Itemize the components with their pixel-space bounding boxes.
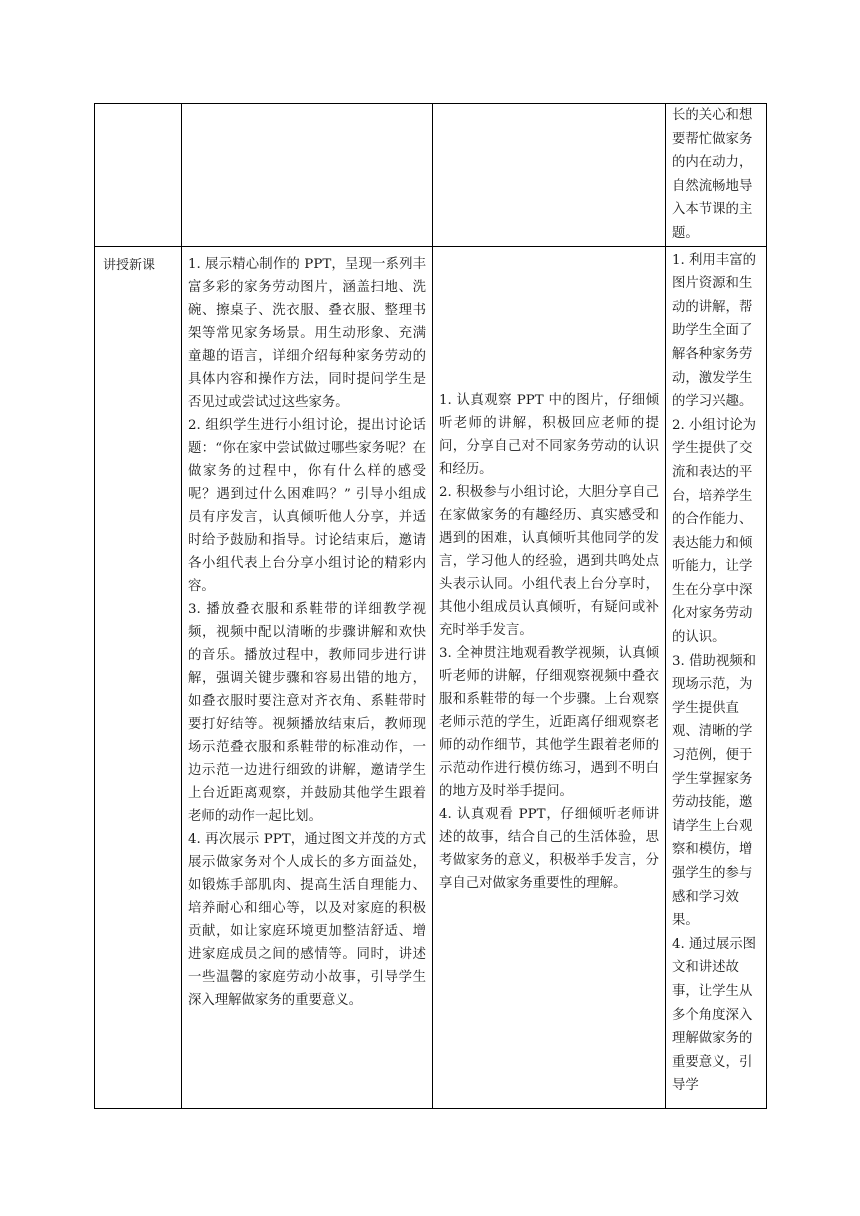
- stage-cell: [95, 104, 182, 247]
- intent-point-4: 4. 通过展示图文和讲述故事，让学生从多个角度深入理解做家务的重要意义，引导学: [672, 936, 756, 1094]
- teacher-step-4: 4. 再次展示 PPT，通过图文并茂的方式展示做家务对个人成长的多方面益处，如锻炼手部肌肉、提高生活自理能力、培养耐心和细心等，以及对家庭的积极贡献，如让家庭环境更加整洁舒适、增进家庭成员之间的感情等。同时，讲述一些温馨的家庭劳动小故事，引导学生深入理解做家务的重要意义。: [188, 831, 426, 1008]
- teacher-step-1: 1. 展示精心制作的 PPT，呈现一系列丰富多彩的家务劳动图片，涵盖扫地、洗碗、擦桌子、洗衣服、叠衣服、整理书架等常见家务场景。用生动形象、充满童趣的语言，详细介绍每种家务劳动的具体内容和操作方法，同时提问学生是否见过或尝试过这些家务。: [188, 256, 426, 410]
- teacher-step-2: 2. 组织学生进行小组讨论，提出讨论话题：“你在家中尝试做过哪些家务呢？在做家务的过程中，你有什么样的感受呢？遇到过什么困难吗？” 引导小组成员有序发言，认真倾听他人分享，并适时给予鼓励和指导。讨论结束后，邀请各小组代表上台分享小组讨论的精彩内容。: [188, 417, 426, 594]
- intent-point-1: 1. 利用丰富的图片资源和生动的讲解，帮助学生全面了解各种家务劳动，激发学生的学习兴趣。: [672, 252, 756, 410]
- teacher-step-3: 3. 播放叠衣服和系鞋带的详细教学视频，视频中配以清晰的步骤讲解和欢快的音乐。播放过程中，教师同步进行讲解，强调关键步骤和容易出错的地方，如叠衣服时要注意对齐衣角、系鞋带时要打好结等。视频播放结束后，教师现场示范叠衣服和系鞋带的标准动作，一边示范一边进行细致的讲解，邀请学生上台近距离观察，并鼓励其他学生跟着老师的动作一起比划。: [188, 601, 426, 824]
- table-row: [95, 104, 767, 247]
- lesson-plan-table: [94, 103, 767, 1109]
- design-intent-cell: [666, 246, 767, 1108]
- intent-point-2: 2. 小组讨论为学生提供了交流和表达的平台，培养学生的合作能力、表达能力和倾听能力，让学生在分享中深化对家务劳动的认识。: [672, 417, 756, 646]
- stage-cell: [95, 246, 182, 1108]
- student-step-3: 3. 全神贯注地观看教学视频，认真倾听老师的讲解，仔细观察视频中叠衣服和系鞋带的每一个步骤。上台观察老师示范的学生，近距离仔细观察老师的动作细节，其他学生跟着老师的示范动作进行模仿练习，遇到不明白的地方及时举手提问。: [439, 645, 659, 799]
- design-intent-cell: [666, 104, 767, 247]
- student-step-2: 2. 积极参与小组讨论，大胆分享自己在家做家务的有趣经历、真实感受和遇到的困难，认真倾听其他同学的发言，学习他人的经验，遇到共鸣处点头表示认同。小组代表上台分享时，其他小组成员认真倾听，有疑问或补充时举手发言。: [439, 484, 659, 638]
- student-step-4: 4. 认真观看 PPT，仔细倾听老师讲述的故事，结合自己的生活体验，思考做家务的意义，积极举手发言，分享自己对做家务重要性的理解。: [439, 806, 659, 891]
- intent-point-3: 3. 借助视频和现场示范，为学生提供直观、清晰的学习范例，便于学生掌握家务劳动技能，邀请学生上台观察和模仿，增强学生的参与感和学习效果。: [672, 653, 756, 929]
- student-activity-cell: [433, 246, 666, 1108]
- student-step-1: 1. 认真观察 PPT 中的图片，仔细倾听老师的讲解，积极回应老师的提问，分享自己对不同家务劳动的认识和经历。: [439, 392, 659, 477]
- table-row: [95, 246, 767, 1108]
- teacher-activity-cell: [182, 246, 433, 1108]
- teacher-activity-cell: [182, 104, 433, 247]
- stage-label: 讲授新课: [103, 257, 156, 273]
- design-intent-text: 长的关心和想要帮忙做家务的内在动力，自然流畅地导入本节课的主题。: [672, 108, 753, 241]
- student-activity-cell: [433, 104, 666, 247]
